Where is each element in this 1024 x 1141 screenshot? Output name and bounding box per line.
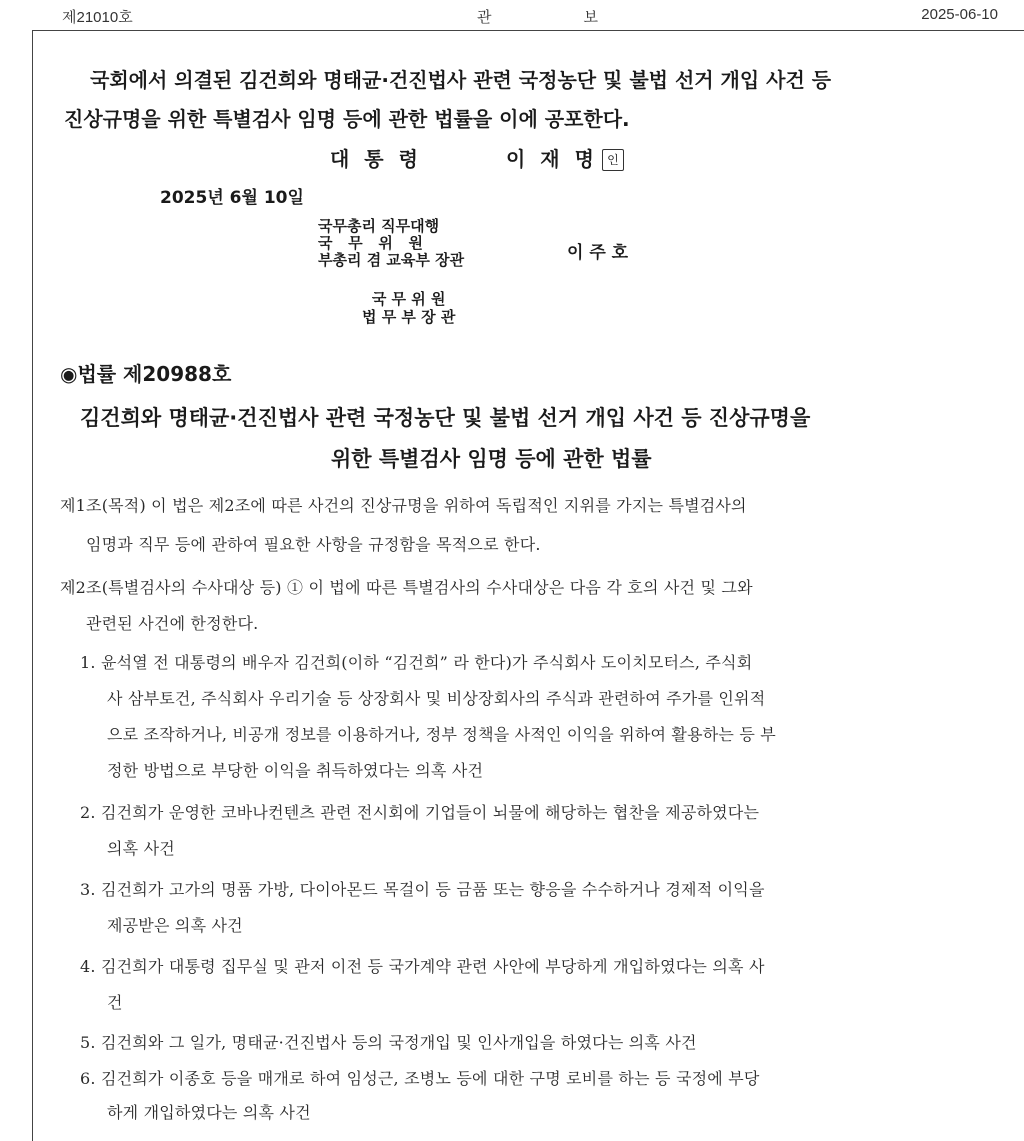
justice-title-line-1: 국 무 위 원 [371, 290, 446, 308]
promulgation-line-2: 진상규명을 위한 특별검사 임명 등에 관한 법률을 이에 공포한다. [64, 107, 630, 131]
president-name: 이 재 명 [506, 147, 598, 171]
gazette-char-1: 관 [477, 9, 492, 26]
item-5-line-1: 5. 김건희와 그 일가, 명태균·건진법사 등의 국정개입 및 인사개입을 하였다는 의혹 사건 [80, 1033, 697, 1052]
item-6-line-1: 6. 김건희가 이종호 등을 매개로 하여 임성근, 조병노 등에 대한 구명 로비를 하는 등 국정에 부당 [80, 1069, 760, 1088]
article-1-line-1: 제1조(목적) 이 법은 제2조에 따른 사건의 진상규명을 위하여 독립적인 지위를 가지는 특별검사의 [60, 496, 747, 515]
article-1-line-2: 임명과 직무 등에 관하여 필요한 사항을 규정함을 목적으로 한다. [86, 535, 541, 554]
item-3-line-2: 제공받은 의혹 사건 [107, 916, 243, 935]
issue-number: 제21010호 [62, 9, 133, 26]
president-title: 대 통 령 [330, 147, 422, 171]
law-title-line-2: 위한 특별검사 임명 등에 관한 법률 [331, 447, 652, 471]
law-number: ◉법률 제20988호 [60, 362, 232, 386]
pm-title-line-1: 국무총리 직무대행 [318, 217, 440, 235]
issue-date: 2025-06-10 [921, 6, 998, 23]
item-2-line-2: 의혹 사건 [107, 839, 175, 858]
pm-title-line-2: 국 무 위 원 [318, 234, 423, 252]
gazette-header [62, 6, 998, 28]
seal-mark: 인 [602, 149, 624, 171]
president-signature [506, 143, 624, 172]
pm-block [318, 218, 464, 269]
item-2-line-1: 2. 김건희가 운영한 코바나컨텐츠 관련 전시회에 기업들이 뇌물에 해당하는 협찬을 제공하였다는 [80, 803, 760, 822]
item-1-line-1: 1. 윤석열 전 대통령의 배우자 김건희(이하 “김건희” 라 한다)가 주식회사 도이치모터스, 주식회 [80, 653, 753, 672]
gazette-label [477, 6, 598, 27]
justice-title-line-2: 법 무 부 장 관 [362, 308, 456, 326]
item-4-line-2: 건 [107, 993, 123, 1012]
item-4-line-1: 4. 김건희가 대통령 집무실 및 관저 이전 등 국가계약 관련 사안에 부당하게 개입하였다는 의혹 사 [80, 957, 765, 976]
pm-name: 이 주 호 [567, 243, 629, 263]
promulgation-date: 2025년 6월 10일 [160, 188, 304, 208]
promulgation-line-1: 국회에서 의결된 김건희와 명태균·건진법사 관련 국정농단 및 불법 선거 개입 사건 등 [90, 68, 832, 92]
gazette-char-2: 보 [583, 9, 598, 26]
item-3-line-1: 3. 김건희가 고가의 명품 가방, 다이아몬드 목걸이 등 금품 또는 향응을 수수하거나 경제적 이익을 [80, 880, 765, 899]
item-1-line-2: 사 삼부토건, 주식회사 우리기술 등 상장회사 및 비상장회사의 주식과 관련하여 주가를 인위적 [107, 689, 766, 708]
article-2-line-2: 관련된 사건에 한정한다. [86, 614, 259, 633]
justice-block [362, 290, 455, 326]
item-1-line-3: 으로 조작하거나, 비공개 정보를 이용하거나, 정부 정책을 사적인 이익을 위하여 활용하는 등 부 [107, 725, 776, 744]
item-6-line-2: 하게 개입하였다는 의혹 사건 [107, 1103, 311, 1122]
law-title-line-1: 김건희와 명태균·건진법사 관련 국정농단 및 불법 선거 개입 사건 등 진상규명을 [80, 406, 811, 430]
item-1-line-4: 정한 방법으로 부당한 이익을 취득하였다는 의혹 사건 [107, 761, 484, 780]
pm-title-line-3: 부총리 겸 교육부 장관 [318, 251, 465, 269]
article-2-line-1: 제2조(특별검사의 수사대상 등) ① 이 법에 따른 특별검사의 수사대상은 다음 각 호의 사건 및 그와 [60, 578, 753, 597]
